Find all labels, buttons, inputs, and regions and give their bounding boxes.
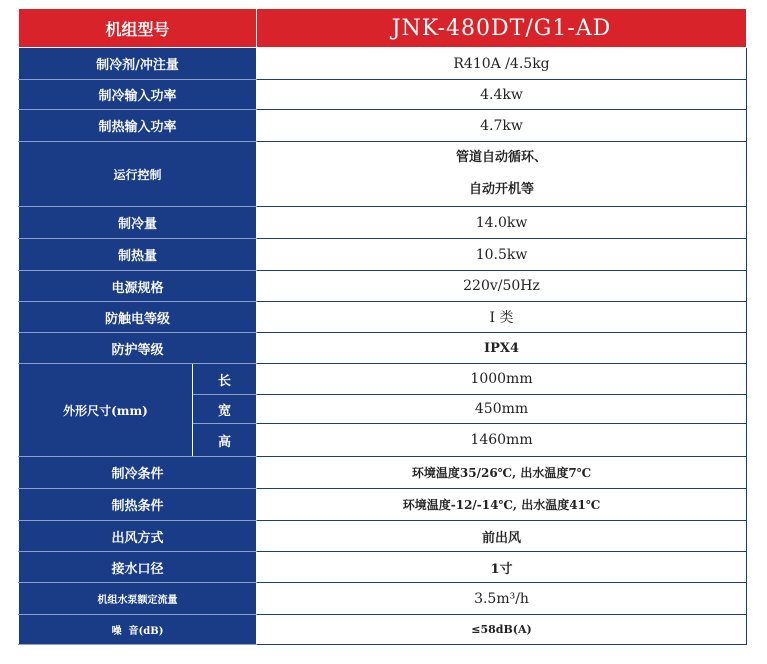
shock-protection-value: I 类 <box>257 302 747 333</box>
table-row <box>19 271 747 302</box>
table-row <box>19 239 747 271</box>
height-label: 高 <box>193 424 257 457</box>
table-row <box>19 48 747 80</box>
pipe-diameter-value: 1寸 <box>257 552 747 583</box>
model-label: 机组型号 <box>19 9 257 48</box>
table-row <box>19 302 747 333</box>
table-row <box>19 142 747 207</box>
table-row <box>19 333 747 364</box>
pipe-diameter-label: 接水口径 <box>19 552 257 583</box>
heating-capacity-value: 10.5kw <box>257 239 747 271</box>
control-value <box>257 142 747 207</box>
table-row <box>19 207 747 239</box>
pump-flow-value: 3.5m³/h <box>257 583 747 615</box>
header-row <box>19 9 747 48</box>
width-value: 450mm <box>257 395 747 424</box>
table-row <box>19 80 747 110</box>
protection-level-value: IPX4 <box>257 333 747 364</box>
heating-power-label: 制热输入功率 <box>19 110 257 142</box>
spec-table <box>18 8 747 645</box>
control-value-line1: 管道自动循环、 <box>456 150 548 165</box>
noise-label: 噪 音(dB) <box>19 615 257 645</box>
width-label: 宽 <box>193 395 257 424</box>
power-supply-label: 电源规格 <box>19 271 257 302</box>
air-outlet-value: 前出风 <box>257 521 747 552</box>
control-value-line2: 自动开机等 <box>469 182 535 197</box>
table-row <box>19 489 747 521</box>
heating-power-value: 4.7kw <box>257 110 747 142</box>
dimensions-label: 外形尺寸(mm) <box>19 364 193 457</box>
cooling-condition-value: 环境温度35/26℃, 出水温度7℃ <box>257 457 747 489</box>
shock-protection-label: 防触电等级 <box>19 302 257 333</box>
cooling-capacity-value: 14.0kw <box>257 207 747 239</box>
air-outlet-label: 出风方式 <box>19 521 257 552</box>
table-row <box>19 583 747 615</box>
length-value: 1000mm <box>257 364 747 395</box>
cooling-condition-label: 制冷条件 <box>19 457 257 489</box>
table-row <box>19 615 747 645</box>
heating-condition-value: 环境温度-12/-14℃, 出水温度41℃ <box>257 489 747 521</box>
table-row <box>19 110 747 142</box>
control-label: 运行控制 <box>19 142 257 207</box>
table-row <box>19 521 747 552</box>
refrigerant-value: R410A /4.5kg <box>257 48 747 80</box>
cooling-power-label: 制冷输入功率 <box>19 80 257 110</box>
refrigerant-label: 制冷剂/冲注量 <box>19 48 257 80</box>
length-label: 长 <box>193 364 257 395</box>
heating-capacity-label: 制热量 <box>19 239 257 271</box>
table-row <box>19 552 747 583</box>
pump-flow-label: 机组水泵额定流量 <box>19 583 257 615</box>
table-row <box>19 457 747 489</box>
protection-level-label: 防护等级 <box>19 333 257 364</box>
cooling-capacity-label: 制冷量 <box>19 207 257 239</box>
power-supply-value: 220v/50Hz <box>257 271 747 302</box>
noise-value: ≤58dB(A) <box>257 615 747 645</box>
table-row <box>19 364 747 395</box>
height-value: 1460mm <box>257 424 747 457</box>
model-value: JNK-480DT/G1-AD <box>257 9 747 48</box>
heating-condition-label: 制热条件 <box>19 489 257 521</box>
cooling-power-value: 4.4kw <box>257 80 747 110</box>
